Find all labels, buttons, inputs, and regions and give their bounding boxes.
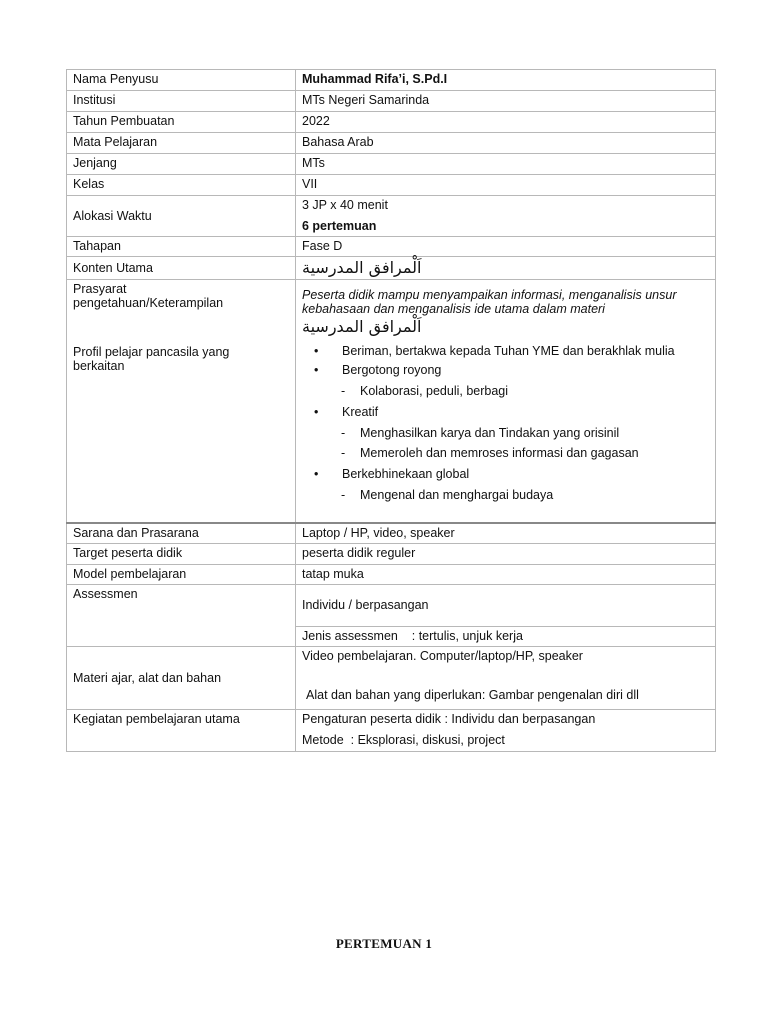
profil-item-4	[302, 466, 709, 483]
profil-item-1	[302, 344, 709, 358]
section-title: PERTEMUAN 1	[335, 936, 433, 951]
profil-sub-2-1-text: Kolaborasi, peduli, berbagi	[360, 384, 509, 398]
label-jenjang: Jenjang	[67, 154, 296, 175]
label-institusi: Institusi	[67, 91, 296, 112]
bullet-icon: •	[314, 405, 319, 419]
profil-item-1-text: Beriman, bertakwa kepada Tuhan YME dan berakhlak mulia	[342, 344, 675, 358]
row-konten	[67, 257, 716, 280]
row-jenjang	[67, 154, 716, 175]
profil-item-2-text: Bergotong royong	[342, 363, 442, 377]
materi-video: Video pembelajaran. Computer/laptop/HP, speaker	[302, 649, 583, 663]
prasyarat-arabic: اَلْمرافق المدرسية	[302, 317, 422, 336]
profil-sub-2-1	[302, 383, 709, 400]
module-info-table	[66, 69, 716, 752]
value-konten	[296, 257, 716, 280]
dash-icon: -	[341, 426, 346, 440]
row-tahapan	[67, 237, 716, 257]
label-assessmen: Assessmen	[67, 585, 296, 647]
profil-list	[302, 344, 709, 504]
label-target: Target peserta didik	[67, 544, 296, 565]
label-profil: Profil pelajar pancasila yang berkaitan	[73, 345, 230, 373]
label-tahapan: Tahapan	[67, 237, 296, 257]
profil-sub-3-1	[302, 425, 709, 442]
row-institusi	[67, 91, 716, 112]
label-prasyarat-2: pengetahuan/Keterampilan	[73, 296, 224, 310]
row-prasyarat-profil	[67, 280, 716, 523]
row-alokasi	[67, 196, 716, 237]
label-materi: Materi ajar, alat dan bahan	[67, 647, 296, 710]
label-kelas: Kelas	[67, 175, 296, 196]
label-prasyarat-1: Prasyarat	[73, 282, 127, 296]
label-alokasi: Alokasi Waktu	[67, 196, 296, 237]
value-jenjang: MTs	[296, 154, 716, 175]
row-kegiatan	[67, 710, 716, 752]
value-sarana: Laptop / HP, video, speaker	[296, 523, 716, 544]
row-nama-penyusu	[67, 70, 716, 91]
kegiatan-metode: Metode : Eksplorasi, diskusi, project	[302, 733, 505, 747]
value-alokasi	[296, 196, 716, 237]
profil-sub-3-2	[302, 445, 709, 462]
value-tahapan: Fase D	[296, 237, 716, 257]
bullet-icon: •	[314, 363, 319, 377]
label-model: Model pembelajaran	[67, 565, 296, 585]
value-target: peserta didik reguler	[296, 544, 716, 565]
row-kelas	[67, 175, 716, 196]
profil-sub-4-1	[302, 487, 709, 504]
kegiatan-pengaturan: Pengaturan peserta didik : Individu dan berpasangan	[302, 712, 596, 726]
profil-item-4-subs	[302, 487, 709, 504]
alokasi-jp: 3 JP x 40 menit	[302, 198, 388, 212]
label-mapel: Mata Pelajaran	[67, 133, 296, 154]
profil-item-4-text: Berkebhinekaan global	[342, 467, 470, 481]
profil-sub-4-1-text: Mengenal dan menghargai budaya	[360, 488, 554, 502]
value-nama-penyusu: Muhammad Rifa’i, S.Pd.I	[296, 70, 716, 91]
row-materi	[67, 647, 716, 710]
label-prasyarat-profil	[67, 280, 296, 523]
bullet-icon: •	[314, 467, 319, 481]
label-sarana: Sarana dan Prasarana	[67, 523, 296, 544]
value-prasyarat-profil	[296, 280, 716, 523]
label-nama-penyusu: Nama Penyusu	[67, 70, 296, 91]
row-model	[67, 565, 716, 585]
value-mapel: Bahasa Arab	[296, 133, 716, 154]
profil-item-2	[302, 362, 709, 379]
profil-sub-3-1-text: Menghasilkan karya dan Tindakan yang orisinil	[360, 426, 620, 440]
value-materi	[296, 647, 716, 710]
dash-icon: -	[341, 488, 346, 502]
profil-item-3-subs	[302, 425, 709, 462]
label-kegiatan: Kegiatan pembelajaran utama	[67, 710, 296, 752]
row-mapel	[67, 133, 716, 154]
row-assessmen-1	[67, 585, 716, 627]
value-kegiatan	[296, 710, 716, 752]
bullet-icon: •	[314, 344, 319, 358]
value-model: tatap muka	[296, 565, 716, 585]
profil-item-3-text: Kreatif	[342, 405, 379, 419]
profil-sub-3-2-text: Memeroleh dan memroses informasi dan gagasan	[360, 446, 639, 460]
dash-icon: -	[341, 446, 346, 460]
value-institusi: MTs Negeri Samarinda	[296, 91, 716, 112]
row-tahun	[67, 112, 716, 133]
value-assessmen-1: Individu / berpasangan	[296, 585, 716, 627]
value-kelas: VII	[296, 175, 716, 196]
profil-item-2-subs	[302, 383, 709, 400]
materi-alat: Alat dan bahan yang diperlukan: Gambar pengenalan diri dll	[306, 688, 639, 702]
konten-arabic: اَلْمرافق المدرسية	[302, 258, 422, 277]
row-target	[67, 544, 716, 565]
alokasi-pertemuan: 6 pertemuan	[302, 219, 377, 233]
value-tahun: 2022	[296, 112, 716, 133]
label-konten: Konten Utama	[67, 257, 296, 280]
dash-icon: -	[341, 384, 346, 398]
label-tahun: Tahun Pembuatan	[67, 112, 296, 133]
prasyarat-text: Peserta didik mampu menyampaikan informasi, menganalisis unsur kebahasaan dan menganalisis ide utama dalam materi	[302, 288, 677, 316]
row-sarana	[67, 523, 716, 544]
value-assessmen-2: Jenis assessmen : tertulis, unjuk kerja	[296, 627, 716, 647]
profil-item-3	[302, 404, 709, 421]
